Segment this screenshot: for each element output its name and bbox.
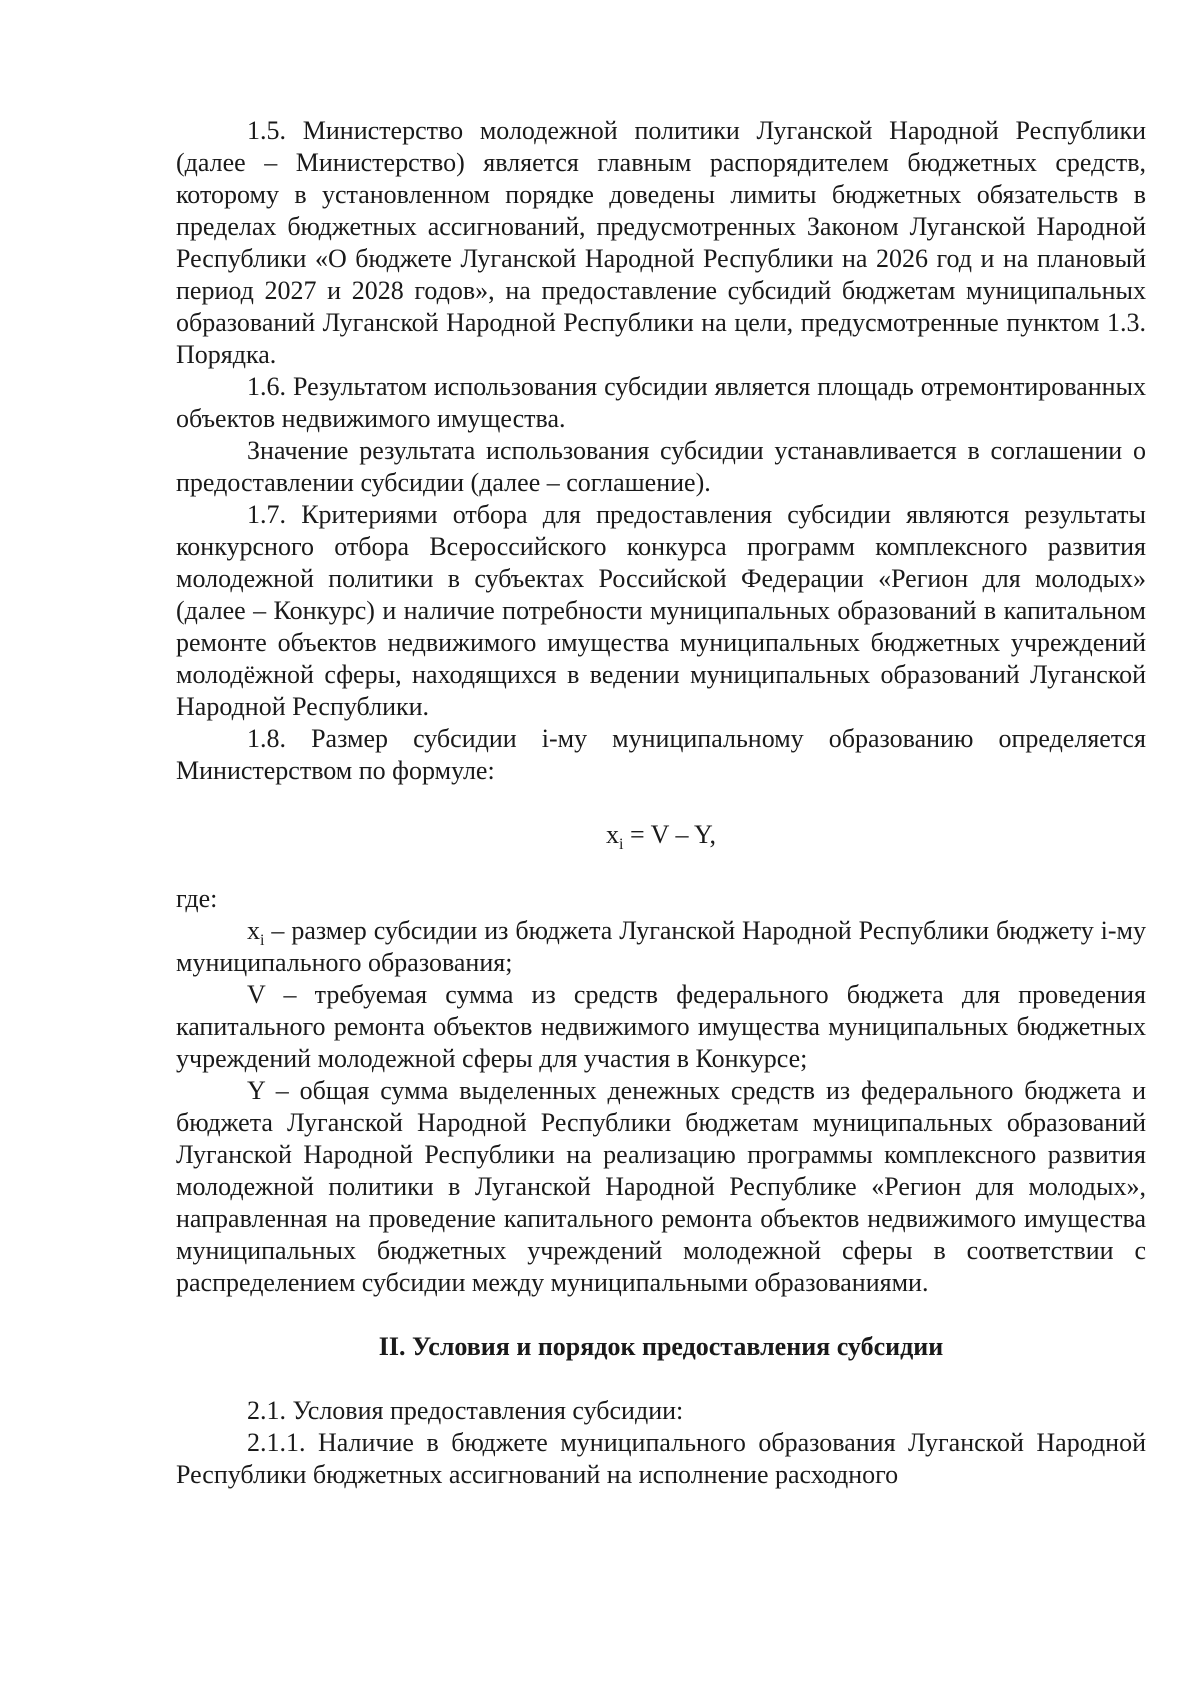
paragraph-2-1-1: 2.1.1. Наличие в бюджете муниципального образования Луганской Народной Республики бюджетных ассигнований на исполнение расходного xyxy=(176,1428,1146,1489)
definition-y: Y – общая сумма выделенных денежных средств из федерального бюджета и бюджета Луганской Народной Республики бюджетам муниципальных образований Луганской Народной Республики на реализацию программы комплексного развития молодежной политики в Луганской Народной Республике «Регион для молодых», направленная на проведение капитального ремонта объектов недвижимого имущества муниципальных бюджетных учреждений молодежной сферы в соответствии с распределением субсидии между муниципальными образованиями. xyxy=(176,1076,1146,1297)
definition-xi-symbol: x xyxy=(247,916,260,945)
paragraph-1-8: 1.8. Размер субсидии i-му муниципальному образованию определяется Министерством по формуле: xyxy=(176,724,1146,785)
paragraph-1-7: 1.7. Критериями отбора для предоставления субсидии являются результаты конкурсного отбора Всероссийского конкурса программ комплексного развития молодежной политики в субъектах Российской Федерации «Регион для молодых» (далее – Конкурс) и наличие потребности муниципальных образований в капитальном ремонте объектов недвижимого имущества муниципальных бюджетных учреждений молодёжной сферы, находящихся в ведении муниципальных образований Луганской Народной Республики. xyxy=(176,500,1146,721)
formula-subscript: i xyxy=(619,836,624,854)
definition-xi-text: – размер субсидии из бюджета Луганской Народной Республики бюджету i-му муниципального образования; xyxy=(176,916,1146,977)
paragraph-1-6: 1.6. Результатом использования субсидии является площадь отремонтированных объектов недвижимого имущества. xyxy=(176,372,1146,433)
formula-rhs: = V – Y, xyxy=(623,820,716,849)
paragraph-1-5: 1.5. Министерство молодежной политики Луганской Народной Республики (далее – Министерство) является главным распорядителем бюджетных средств, которому в установленном порядке доведены лимиты бюджетных обязательств в пределах бюджетных ассигнований, предусмотренных Законом Луганской Народной Республики «О бюджете Луганской Народной Республики на 2026 год и на плановый период 2027 и 2028 годов», на предоставление субсидий бюджетам муниципальных образований Луганской Народной Республики на цели, предусмотренные пунктом 1.3. Порядка. xyxy=(176,116,1146,369)
where-label: где: xyxy=(176,884,218,913)
section-title: II. Условия и порядок предоставления субсидии xyxy=(378,1332,944,1361)
subsidy-formula xyxy=(176,819,1146,854)
definition-xi xyxy=(176,915,1146,979)
paragraph-result-value: Значение результата использования субсидии устанавливается в соглашении о предоставлении субсидии (далее – соглашение). xyxy=(176,436,1146,497)
definition-xi-subscript: i xyxy=(260,932,265,950)
paragraph-2-1: 2.1. Условия предоставления субсидии: xyxy=(247,1396,684,1425)
formula-lhs: x xyxy=(606,820,620,849)
document-body xyxy=(176,115,1146,1491)
definition-v: V – требуемая сумма из средств федерального бюджета для проведения капитального ремонта объектов недвижимого имущества муниципальных бюджетных учреждений молодежной сферы для участия в Конкурсе; xyxy=(176,980,1146,1073)
